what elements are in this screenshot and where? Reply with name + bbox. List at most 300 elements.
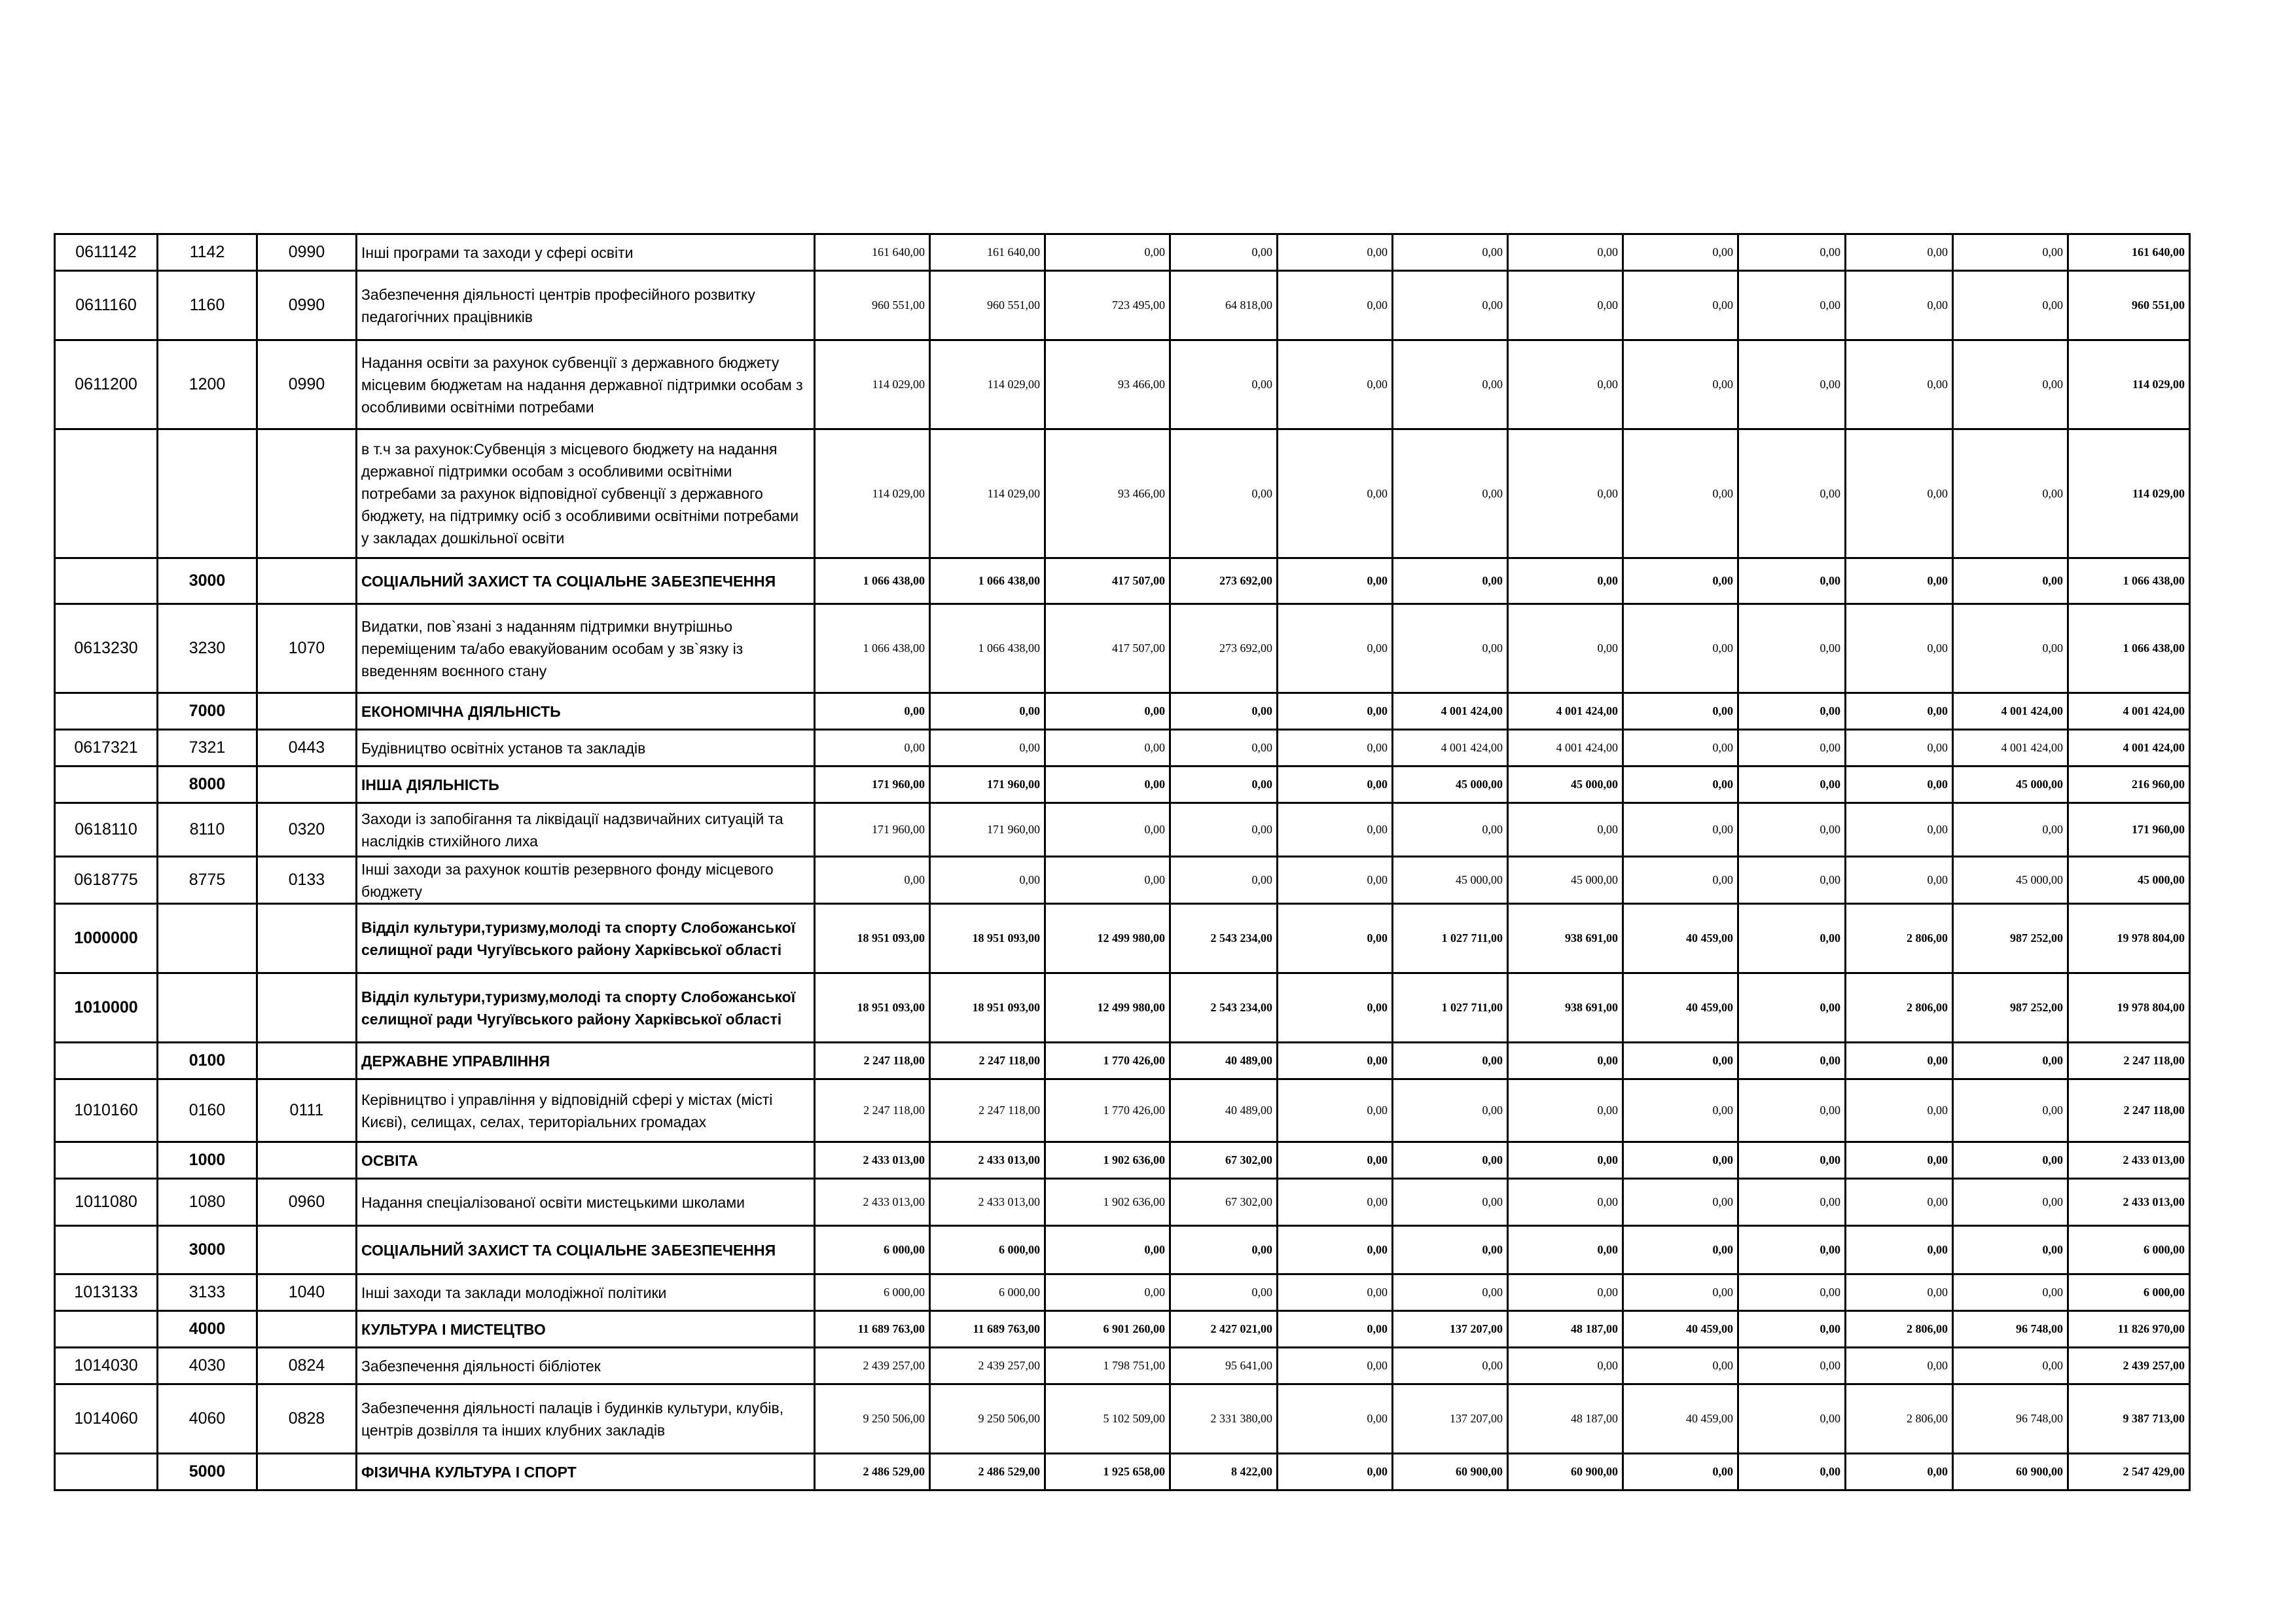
amount-cell: 0,00 — [1393, 803, 1508, 857]
amount-cell: 0,00 — [1953, 271, 2068, 340]
amount-cell: 1 066 438,00 — [930, 558, 1045, 604]
amount-cell: 171 960,00 — [815, 803, 930, 857]
amount-cell: 0,00 — [1045, 803, 1170, 857]
kfk-code-cell: 0824 — [257, 1348, 357, 1384]
amount-cell: 0,00 — [1953, 1142, 2068, 1179]
amount-cell: 0,00 — [1738, 1079, 1846, 1142]
amount-cell: 0,00 — [1278, 730, 1393, 767]
amount-cell: 0,00 — [1170, 1274, 1278, 1311]
table-row — [55, 1384, 2190, 1454]
amount-cell: 0,00 — [1953, 1043, 2068, 1079]
item-name-cell: Інші заходи та заклади молодіжної політики — [357, 1274, 815, 1311]
kpk-code-cell: 4030 — [158, 1348, 257, 1384]
amount-cell: 0,00 — [1846, 1226, 1953, 1274]
amount-cell: 0,00 — [1278, 340, 1393, 429]
amount-cell: 0,00 — [1623, 1179, 1738, 1226]
amount-cell: 0,00 — [1393, 234, 1508, 271]
amount-cell: 6 000,00 — [815, 1274, 930, 1311]
program-code-cell: 1010160 — [55, 1079, 158, 1142]
total-value-cell: 19 978 804,00 — [2068, 904, 2190, 973]
item-name-cell: Надання спеціалізованої освіти мистецькими школами — [357, 1179, 815, 1226]
amount-cell: 2 427 021,00 — [1170, 1311, 1278, 1348]
amount-cell: 938 691,00 — [1508, 973, 1623, 1043]
kfk-code-cell — [257, 1043, 357, 1079]
amount-cell: 0,00 — [1738, 803, 1846, 857]
total-value-cell: 114 029,00 — [2068, 340, 2190, 429]
amount-cell: 0,00 — [1738, 1384, 1846, 1454]
table-row — [55, 1142, 2190, 1179]
amount-cell: 0,00 — [1278, 1079, 1393, 1142]
total-value-cell: 9 387 713,00 — [2068, 1384, 2190, 1454]
amount-cell: 1 902 636,00 — [1045, 1142, 1170, 1179]
kpk-code-cell: 1160 — [158, 271, 257, 340]
amount-cell: 0,00 — [1738, 429, 1846, 558]
amount-cell: 0,00 — [1738, 234, 1846, 271]
amount-cell: 2 247 118,00 — [815, 1043, 930, 1079]
amount-cell: 0,00 — [1278, 1226, 1393, 1274]
amount-cell: 1 027 711,00 — [1393, 904, 1508, 973]
program-code-cell — [55, 1454, 158, 1490]
kpk-code-cell: 4000 — [158, 1311, 257, 1348]
amount-cell: 2 247 118,00 — [815, 1079, 930, 1142]
table-row — [55, 234, 2190, 271]
amount-cell: 0,00 — [815, 730, 930, 767]
total-value-cell: 171 960,00 — [2068, 803, 2190, 857]
item-name-cell: Надання освіти за рахунок субвенції з державного бюджету місцевим бюджетам на надання державної підтримки особам з особливими освітніми потребами — [357, 340, 815, 429]
kpk-code-cell: 4060 — [158, 1384, 257, 1454]
amount-cell: 0,00 — [1623, 234, 1738, 271]
amount-cell: 0,00 — [1278, 693, 1393, 730]
amount-cell: 2 543 234,00 — [1170, 904, 1278, 973]
budget-table — [54, 233, 2191, 1491]
amount-cell: 2 247 118,00 — [930, 1079, 1045, 1142]
amount-cell: 0,00 — [1738, 973, 1846, 1043]
amount-cell: 0,00 — [930, 857, 1045, 904]
amount-cell: 1 066 438,00 — [815, 558, 930, 604]
amount-cell: 0,00 — [1508, 234, 1623, 271]
amount-cell: 60 900,00 — [1393, 1454, 1508, 1490]
amount-cell: 0,00 — [1170, 857, 1278, 904]
amount-cell: 6 000,00 — [930, 1274, 1045, 1311]
amount-cell: 0,00 — [1045, 234, 1170, 271]
amount-cell: 9 250 506,00 — [930, 1384, 1045, 1454]
item-name-cell: КУЛЬТУРА І МИСТЕЦТВО — [357, 1311, 815, 1348]
amount-cell: 0,00 — [1623, 1043, 1738, 1079]
amount-cell: 0,00 — [1045, 857, 1170, 904]
amount-cell: 0,00 — [1045, 693, 1170, 730]
kfk-code-cell — [257, 904, 357, 973]
amount-cell: 40 489,00 — [1170, 1043, 1278, 1079]
kpk-code-cell — [158, 904, 257, 973]
amount-cell: 0,00 — [1738, 1226, 1846, 1274]
amount-cell: 2 486 529,00 — [930, 1454, 1045, 1490]
amount-cell: 0,00 — [1738, 558, 1846, 604]
amount-cell: 0,00 — [1393, 1079, 1508, 1142]
amount-cell: 0,00 — [1738, 1043, 1846, 1079]
amount-cell: 11 689 763,00 — [930, 1311, 1045, 1348]
item-name-cell: СОЦІАЛЬНИЙ ЗАХИСТ ТА СОЦІАЛЬНЕ ЗАБЕЗПЕЧЕННЯ — [357, 558, 815, 604]
item-name-cell: Видатки, пов`язані з наданням підтримки внутрішньо переміщеним та/або евакуйованим особам у зв`язку із введенням воєнного стану — [357, 604, 815, 693]
amount-cell: 64 818,00 — [1170, 271, 1278, 340]
item-name-cell: Забезпечення діяльності бібліотек — [357, 1348, 815, 1384]
amount-cell: 1 798 751,00 — [1045, 1348, 1170, 1384]
amount-cell: 0,00 — [1846, 857, 1953, 904]
program-code-cell: 0611142 — [55, 234, 158, 271]
amount-cell: 0,00 — [1393, 558, 1508, 604]
amount-cell: 2 806,00 — [1846, 1384, 1953, 1454]
amount-cell: 0,00 — [1170, 693, 1278, 730]
amount-cell: 0,00 — [1738, 904, 1846, 973]
program-code-cell — [55, 429, 158, 558]
kpk-code-cell: 1000 — [158, 1142, 257, 1179]
program-code-cell: 1011080 — [55, 1179, 158, 1226]
amount-cell: 0,00 — [1170, 340, 1278, 429]
amount-cell: 0,00 — [1045, 1226, 1170, 1274]
kpk-code-cell — [158, 973, 257, 1043]
amount-cell: 0,00 — [1738, 1348, 1846, 1384]
amount-cell: 0,00 — [1623, 1454, 1738, 1490]
amount-cell: 0,00 — [1508, 1079, 1623, 1142]
kpk-code-cell: 8000 — [158, 767, 257, 803]
item-name-cell: ФІЗИЧНА КУЛЬТУРА І СПОРТ — [357, 1454, 815, 1490]
amount-cell: 987 252,00 — [1953, 973, 2068, 1043]
amount-cell: 0,00 — [1623, 1142, 1738, 1179]
program-code-cell — [55, 1226, 158, 1274]
table-row — [55, 693, 2190, 730]
item-name-cell: Інші програми та заходи у сфері освіти — [357, 234, 815, 271]
table-row — [55, 904, 2190, 973]
item-name-cell: Будівництво освітніх установ та закладів — [357, 730, 815, 767]
amount-cell: 45 000,00 — [1508, 767, 1623, 803]
amount-cell: 0,00 — [1738, 271, 1846, 340]
program-code-cell: 1010000 — [55, 973, 158, 1043]
kfk-code-cell — [257, 1226, 357, 1274]
total-value-cell: 4 001 424,00 — [2068, 693, 2190, 730]
amount-cell: 0,00 — [1393, 1348, 1508, 1384]
amount-cell: 114 029,00 — [930, 340, 1045, 429]
kfk-code-cell — [257, 1311, 357, 1348]
item-name-cell: Забезпечення діяльності палаців і будинків культури, клубів, центрів дозвілля та інших клубних закладів — [357, 1384, 815, 1454]
program-code-cell: 0613230 — [55, 604, 158, 693]
amount-cell: 0,00 — [1846, 1079, 1953, 1142]
program-code-cell: 0611200 — [55, 340, 158, 429]
amount-cell: 0,00 — [1953, 1179, 2068, 1226]
amount-cell: 48 187,00 — [1508, 1384, 1623, 1454]
amount-cell: 0,00 — [1508, 1179, 1623, 1226]
amount-cell: 96 748,00 — [1953, 1311, 2068, 1348]
amount-cell: 0,00 — [1846, 767, 1953, 803]
amount-cell: 417 507,00 — [1045, 558, 1170, 604]
amount-cell: 2 433 013,00 — [815, 1142, 930, 1179]
kfk-code-cell — [257, 973, 357, 1043]
amount-cell: 6 000,00 — [815, 1226, 930, 1274]
amount-cell: 60 900,00 — [1953, 1454, 2068, 1490]
table-row — [55, 604, 2190, 693]
table-row — [55, 730, 2190, 767]
item-name-cell: Забезпечення діяльності центрів професійного розвитку педагогічних працівників — [357, 271, 815, 340]
program-code-cell: 1014030 — [55, 1348, 158, 1384]
amount-cell: 0,00 — [1623, 604, 1738, 693]
amount-cell: 0,00 — [1278, 234, 1393, 271]
table-row — [55, 973, 2190, 1043]
program-code-cell — [55, 1142, 158, 1179]
table-row — [55, 1043, 2190, 1079]
amount-cell: 0,00 — [1623, 340, 1738, 429]
amount-cell: 95 641,00 — [1170, 1348, 1278, 1384]
amount-cell: 48 187,00 — [1508, 1311, 1623, 1348]
amount-cell: 0,00 — [1846, 234, 1953, 271]
amount-cell: 0,00 — [1278, 767, 1393, 803]
amount-cell: 0,00 — [1623, 558, 1738, 604]
amount-cell: 0,00 — [1738, 1142, 1846, 1179]
amount-cell: 6 901 260,00 — [1045, 1311, 1170, 1348]
amount-cell: 0,00 — [1846, 340, 1953, 429]
amount-cell: 4 001 424,00 — [1393, 693, 1508, 730]
total-value-cell: 1 066 438,00 — [2068, 558, 2190, 604]
amount-cell: 0,00 — [1953, 1274, 2068, 1311]
table-row — [55, 340, 2190, 429]
amount-cell: 0,00 — [1278, 973, 1393, 1043]
total-value-cell: 2 547 429,00 — [2068, 1454, 2190, 1490]
table-row — [55, 767, 2190, 803]
kpk-code-cell: 8110 — [158, 803, 257, 857]
amount-cell: 0,00 — [1170, 803, 1278, 857]
amount-cell: 938 691,00 — [1508, 904, 1623, 973]
amount-cell: 1 066 438,00 — [815, 604, 930, 693]
amount-cell: 0,00 — [1278, 1274, 1393, 1311]
amount-cell: 114 029,00 — [930, 429, 1045, 558]
amount-cell: 40 489,00 — [1170, 1079, 1278, 1142]
amount-cell: 2 806,00 — [1846, 904, 1953, 973]
amount-cell: 0,00 — [1508, 1142, 1623, 1179]
table-row — [55, 1311, 2190, 1348]
amount-cell: 0,00 — [1278, 857, 1393, 904]
amount-cell: 0,00 — [1846, 429, 1953, 558]
amount-cell: 0,00 — [1623, 767, 1738, 803]
amount-cell: 0,00 — [1278, 1043, 1393, 1079]
amount-cell: 0,00 — [1953, 429, 2068, 558]
amount-cell: 4 001 424,00 — [1508, 730, 1623, 767]
amount-cell: 0,00 — [1278, 803, 1393, 857]
program-code-cell — [55, 693, 158, 730]
amount-cell: 0,00 — [1508, 1274, 1623, 1311]
amount-cell: 8 422,00 — [1170, 1454, 1278, 1490]
kfk-code-cell: 0320 — [257, 803, 357, 857]
amount-cell: 0,00 — [1623, 1226, 1738, 1274]
item-name-cell: Відділ культури,туризму,молоді та спорту Слобожанської селищної ради Чугуївського району Харківської області — [357, 973, 815, 1043]
amount-cell: 987 252,00 — [1953, 904, 2068, 973]
amount-cell: 0,00 — [1278, 604, 1393, 693]
amount-cell: 0,00 — [1508, 1043, 1623, 1079]
amount-cell: 0,00 — [1278, 558, 1393, 604]
amount-cell: 0,00 — [1508, 604, 1623, 693]
item-name-cell: Інші заходи за рахунок коштів резервного фонду місцевого бюджету — [357, 857, 815, 904]
amount-cell: 0,00 — [1393, 1226, 1508, 1274]
amount-cell: 0,00 — [1846, 1179, 1953, 1226]
table-row — [55, 1226, 2190, 1274]
amount-cell: 45 000,00 — [1508, 857, 1623, 904]
kpk-code-cell: 0100 — [158, 1043, 257, 1079]
amount-cell: 0,00 — [1508, 803, 1623, 857]
amount-cell: 0,00 — [1846, 604, 1953, 693]
program-code-cell: 0617321 — [55, 730, 158, 767]
amount-cell: 0,00 — [1623, 429, 1738, 558]
table-row — [55, 803, 2190, 857]
amount-cell: 2 543 234,00 — [1170, 973, 1278, 1043]
total-value-cell: 6 000,00 — [2068, 1226, 2190, 1274]
amount-cell: 0,00 — [1953, 1079, 2068, 1142]
amount-cell: 0,00 — [1278, 1454, 1393, 1490]
total-value-cell: 161 640,00 — [2068, 234, 2190, 271]
total-value-cell: 2 433 013,00 — [2068, 1142, 2190, 1179]
amount-cell: 0,00 — [1508, 340, 1623, 429]
amount-cell: 0,00 — [1170, 767, 1278, 803]
total-value-cell: 2 439 257,00 — [2068, 1348, 2190, 1384]
amount-cell: 723 495,00 — [1045, 271, 1170, 340]
amount-cell: 0,00 — [1278, 1179, 1393, 1226]
amount-cell: 161 640,00 — [815, 234, 930, 271]
amount-cell: 114 029,00 — [815, 340, 930, 429]
amount-cell: 0,00 — [1953, 234, 2068, 271]
kfk-code-cell: 1040 — [257, 1274, 357, 1311]
table-row — [55, 1079, 2190, 1142]
amount-cell: 0,00 — [1045, 767, 1170, 803]
amount-cell: 0,00 — [1278, 1384, 1393, 1454]
amount-cell: 0,00 — [1846, 1454, 1953, 1490]
amount-cell: 0,00 — [1393, 1179, 1508, 1226]
amount-cell: 1 925 658,00 — [1045, 1454, 1170, 1490]
amount-cell: 96 748,00 — [1953, 1384, 2068, 1454]
amount-cell: 40 459,00 — [1623, 1311, 1738, 1348]
kfk-code-cell — [257, 1454, 357, 1490]
program-code-cell: 1014060 — [55, 1384, 158, 1454]
amount-cell: 0,00 — [1953, 803, 2068, 857]
amount-cell: 0,00 — [1278, 429, 1393, 558]
amount-cell: 18 951 093,00 — [930, 904, 1045, 973]
kpk-code-cell: 3000 — [158, 558, 257, 604]
amount-cell: 4 001 424,00 — [1953, 693, 2068, 730]
amount-cell: 93 466,00 — [1045, 429, 1170, 558]
amount-cell: 0,00 — [1953, 604, 2068, 693]
program-code-cell — [55, 767, 158, 803]
amount-cell: 0,00 — [1278, 1348, 1393, 1384]
table-row — [55, 1179, 2190, 1226]
total-value-cell: 114 029,00 — [2068, 429, 2190, 558]
program-code-cell: 1013133 — [55, 1274, 158, 1311]
amount-cell: 18 951 093,00 — [815, 904, 930, 973]
amount-cell: 0,00 — [1738, 693, 1846, 730]
amount-cell: 0,00 — [1738, 340, 1846, 429]
amount-cell: 0,00 — [1170, 234, 1278, 271]
amount-cell: 0,00 — [1738, 1311, 1846, 1348]
amount-cell: 2 486 529,00 — [815, 1454, 930, 1490]
item-name-cell: СОЦІАЛЬНИЙ ЗАХИСТ ТА СОЦІАЛЬНЕ ЗАБЕЗПЕЧЕННЯ — [357, 1226, 815, 1274]
amount-cell: 0,00 — [1738, 1274, 1846, 1311]
amount-cell: 0,00 — [1623, 693, 1738, 730]
amount-cell: 4 001 424,00 — [1393, 730, 1508, 767]
total-value-cell: 2 433 013,00 — [2068, 1179, 2190, 1226]
amount-cell: 417 507,00 — [1045, 604, 1170, 693]
amount-cell: 171 960,00 — [930, 767, 1045, 803]
amount-cell: 0,00 — [930, 730, 1045, 767]
amount-cell: 1 770 426,00 — [1045, 1079, 1170, 1142]
amount-cell: 40 459,00 — [1623, 1384, 1738, 1454]
total-value-cell: 11 826 970,00 — [2068, 1311, 2190, 1348]
kpk-code-cell: 1200 — [158, 340, 257, 429]
item-name-cell: Відділ культури,туризму,молоді та спорту Слобожанської селищної ради Чугуївського району Харківської області — [357, 904, 815, 973]
total-value-cell: 960 551,00 — [2068, 271, 2190, 340]
amount-cell: 0,00 — [1045, 730, 1170, 767]
program-code-cell — [55, 1311, 158, 1348]
amount-cell: 0,00 — [1393, 1043, 1508, 1079]
item-name-cell: ДЕРЖАВНЕ УПРАВЛІННЯ — [357, 1043, 815, 1079]
kfk-code-cell: 0990 — [257, 234, 357, 271]
amount-cell: 45 000,00 — [1393, 857, 1508, 904]
amount-cell: 2 433 013,00 — [930, 1142, 1045, 1179]
amount-cell: 0,00 — [1508, 1226, 1623, 1274]
kfk-code-cell: 0133 — [257, 857, 357, 904]
amount-cell: 2 433 013,00 — [815, 1179, 930, 1226]
amount-cell: 273 692,00 — [1170, 604, 1278, 693]
item-name-cell: ЕКОНОМІЧНА ДІЯЛЬНІСТЬ — [357, 693, 815, 730]
amount-cell: 2 331 380,00 — [1170, 1384, 1278, 1454]
kpk-code-cell: 1142 — [158, 234, 257, 271]
amount-cell: 0,00 — [1846, 1274, 1953, 1311]
amount-cell: 1 902 636,00 — [1045, 1179, 1170, 1226]
amount-cell: 0,00 — [1393, 1274, 1508, 1311]
amount-cell: 1 027 711,00 — [1393, 973, 1508, 1043]
amount-cell: 0,00 — [1623, 730, 1738, 767]
kpk-code-cell: 3000 — [158, 1226, 257, 1274]
amount-cell: 0,00 — [1045, 1274, 1170, 1311]
amount-cell: 1 770 426,00 — [1045, 1043, 1170, 1079]
table-row — [55, 1348, 2190, 1384]
program-code-cell — [55, 558, 158, 604]
total-value-cell: 19 978 804,00 — [2068, 973, 2190, 1043]
total-value-cell: 45 000,00 — [2068, 857, 2190, 904]
table-row — [55, 857, 2190, 904]
amount-cell: 2 439 257,00 — [815, 1348, 930, 1384]
amount-cell: 45 000,00 — [1393, 767, 1508, 803]
amount-cell: 60 900,00 — [1508, 1454, 1623, 1490]
amount-cell: 0,00 — [1846, 1043, 1953, 1079]
total-value-cell: 1 066 438,00 — [2068, 604, 2190, 693]
amount-cell: 0,00 — [1738, 767, 1846, 803]
amount-cell: 0,00 — [1278, 271, 1393, 340]
amount-cell: 137 207,00 — [1393, 1384, 1508, 1454]
item-name-cell: в т.ч за рахунок:Субвенція з місцевого бюджету на надання державної підтримки особам з особливими освітніми потребами за рахунок відповідної субвенції з державного бюджету, на підтримку осіб з особливими освітніми потребами у закладах дошкільної освіти — [357, 429, 815, 558]
kfk-code-cell — [257, 767, 357, 803]
kpk-code-cell — [158, 429, 257, 558]
table-row — [55, 1454, 2190, 1490]
total-value-cell: 216 960,00 — [2068, 767, 2190, 803]
amount-cell: 18 951 093,00 — [930, 973, 1045, 1043]
amount-cell: 0,00 — [1738, 604, 1846, 693]
amount-cell: 2 806,00 — [1846, 1311, 1953, 1348]
amount-cell: 0,00 — [1953, 1226, 2068, 1274]
kpk-code-cell: 3230 — [158, 604, 257, 693]
item-name-cell: Керівництво і управління у відповідній сфері у містах (місті Києві), селищах, селах, територіальних громадах — [357, 1079, 815, 1142]
amount-cell: 5 102 509,00 — [1045, 1384, 1170, 1454]
amount-cell: 0,00 — [1623, 1079, 1738, 1142]
amount-cell: 67 302,00 — [1170, 1179, 1278, 1226]
amount-cell: 0,00 — [1953, 1348, 2068, 1384]
amount-cell: 45 000,00 — [1953, 857, 2068, 904]
amount-cell: 0,00 — [1278, 1142, 1393, 1179]
item-name-cell: ІНША ДІЯЛЬНІСТЬ — [357, 767, 815, 803]
amount-cell: 0,00 — [1953, 340, 2068, 429]
total-value-cell: 2 247 118,00 — [2068, 1079, 2190, 1142]
